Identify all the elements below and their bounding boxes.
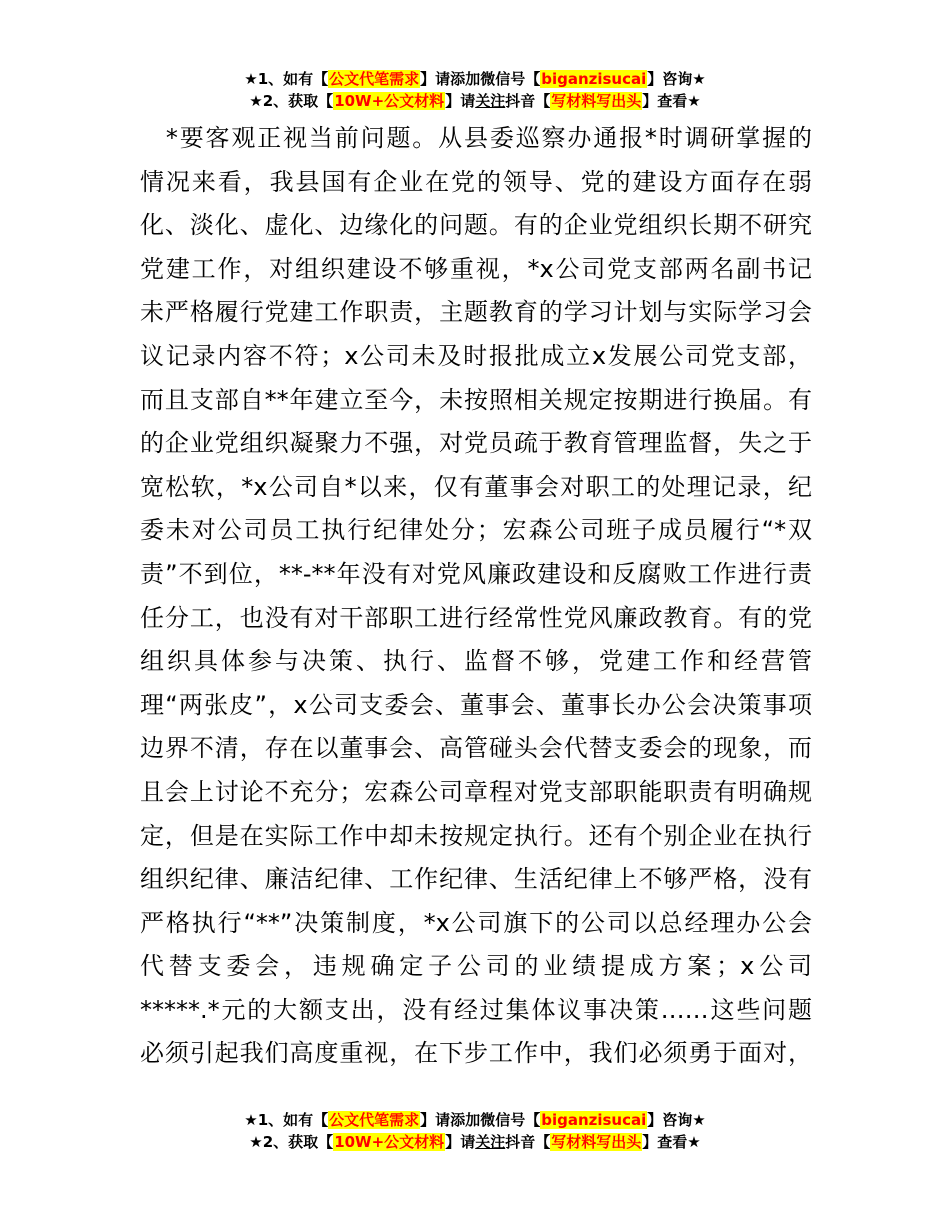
body-line: 化、淡化、虚化、边缘化的问题。有的企业党组织长期不研究 — [140, 211, 812, 240]
body-line: 而且支部自**年建立至今，未按照相关规定按期进行换届。有 — [140, 385, 812, 414]
highlight-materials: 10W+公文材料 — [334, 92, 445, 110]
body-line: 情况来看，我县国有企业在党的领导、党的建设方面存在弱 — [140, 167, 812, 196]
body-line: 代替支委会，违规确定子公司的业绩提成方案；x公司 — [140, 952, 812, 981]
body-line: 党建工作，对组织建设不够重视，*x公司党支部两名副书记 — [140, 254, 812, 283]
highlight-wechat-id: biganzisucai — [541, 70, 647, 88]
header-banner — [0, 68, 950, 112]
body-line: *****.*元的大额支出，没有经过集体议事决策……这些问题 — [140, 995, 812, 1024]
header-line-2: ★2、获取【10W+公文材料】请关注抖音【写材料写出头】查看★ — [249, 92, 701, 110]
body-line: 宽松软，*x公司自*以来，仅有董事会对职工的处理记录，纪 — [140, 472, 812, 501]
body-line: 组织具体参与决策、执行、监督不够，党建工作和经营管 — [140, 647, 812, 676]
highlight-wechat-id: biganzisucai — [541, 1111, 647, 1129]
body-line: 必须引起我们高度重视，在下步工作中，我们必须勇于面对， — [140, 1039, 812, 1068]
body-line: 定，但是在实际工作中却未按规定执行。还有个别企业在执行 — [140, 821, 812, 850]
highlight-service: 公文代笔需求 — [329, 1111, 420, 1129]
footer-banner — [0, 1109, 950, 1153]
highlight-materials: 10W+公文材料 — [334, 1133, 445, 1151]
highlight-service: 公文代笔需求 — [329, 70, 420, 88]
header-line-1: ★1、如有【公文代笔需求】请添加微信号【biganzisucai】咨询★ — [244, 70, 706, 88]
body-paragraph — [140, 117, 812, 1076]
body-line: 议记录内容不符；x公司未及时报批成立x发展公司党支部， — [140, 341, 812, 370]
body-line: 委未对公司员工执行纪律处分；宏森公司班子成员履行“*双 — [140, 516, 812, 545]
footer-line-2: ★2、获取【10W+公文材料】请关注抖音【写材料写出头】查看★ — [249, 1133, 701, 1151]
body-line: 边界不清，存在以董事会、高管碰头会代替支委会的现象，而 — [140, 734, 812, 763]
body-line: 组织纪律、廉洁纪律、工作纪律、生活纪律上不够严格，没有 — [140, 865, 812, 894]
highlight-douyin: 写材料写出头 — [551, 92, 642, 110]
footer-line-1: ★1、如有【公文代笔需求】请添加微信号【biganzisucai】咨询★ — [244, 1111, 706, 1129]
body-line: 责”不到位，**-**年没有对党风廉政建设和反腐败工作进行责 — [140, 559, 812, 588]
body-line: *要客观正视当前问题。从县委巡察办通报*时调研掌握的 — [140, 124, 812, 152]
body-line: 且会上讨论不充分；宏森公司章程对党支部职能职责有明确规 — [140, 777, 812, 806]
body-line: 严格执行“**”决策制度，*x公司旗下的公司以总经理办公会 — [140, 908, 812, 937]
body-line: 未严格履行党建工作职责，主题教育的学习计划与实际学习会 — [140, 298, 812, 327]
highlight-douyin: 写材料写出头 — [551, 1133, 642, 1151]
body-line: 任分工，也没有对干部职工进行经常性党风廉政教育。有的党 — [140, 603, 812, 632]
body-line: 的企业党组织凝聚力不强，对党员疏于教育管理监督，失之于 — [140, 429, 812, 458]
body-line: 理“两张皮”，x公司支委会、董事会、董事长办公会决策事项 — [140, 690, 812, 719]
